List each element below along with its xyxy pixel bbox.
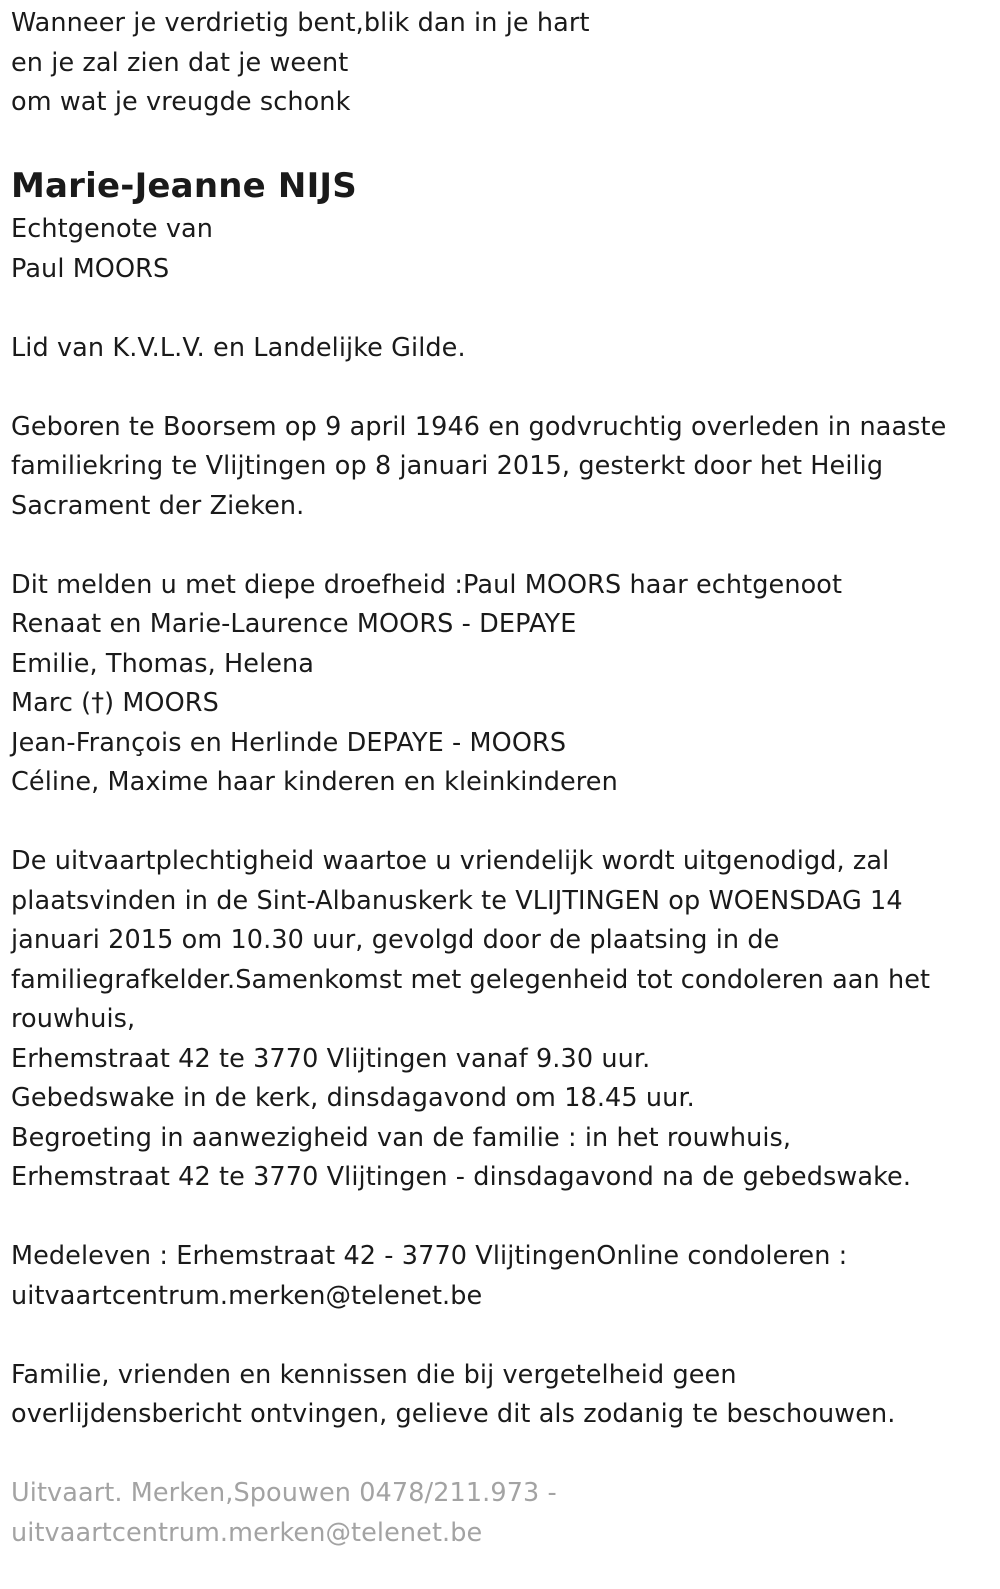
paragraph-line: Familie, vrienden en kennissen die bij vergetelheid geen: [11, 1359, 737, 1390]
paragraph-line: Geboren te Boorsem op 9 april 1946 en godvruchtig overleden in naaste: [11, 411, 947, 442]
poem: [11, 4, 986, 123]
paragraph-line: Gebedswake in de kerk, dinsdagavond om 18.45 uur.: [11, 1083, 695, 1113]
condolence-paragraph: [11, 1237, 986, 1316]
poem-line: en je zal zien dat je weent: [11, 47, 349, 78]
notice-paragraph: [11, 1356, 986, 1435]
paragraph-line: Sacrament der Zieken.: [11, 490, 305, 521]
birth-death-paragraph: [11, 408, 986, 527]
family-line: Jean-François en Herlinde DEPAYE - MOORS: [11, 727, 567, 758]
paragraph-line: overlijdensbericht ontvingen, gelieve dit als zodanig te beschouwen.: [11, 1399, 896, 1429]
paragraph-line: Erhemstraat 42 te 3770 Vlijtingen vanaf 9.30 uur.: [11, 1043, 651, 1074]
obituary-notice: [11, 4, 986, 1553]
family-list: [11, 566, 986, 803]
poem-line: om wat je vreugde schonk: [11, 87, 351, 117]
paragraph-line: rouwhuis,: [11, 1004, 136, 1034]
paragraph-line: Erhemstraat 42 te 3770 Vlijtingen - dinsdagavond na de gebedswake.: [11, 1162, 912, 1192]
family-line: Dit melden u met diepe droefheid :Paul MOORS haar echtgenoot: [11, 569, 843, 600]
spouse-intro: Echtgenote van: [11, 214, 214, 244]
paragraph-line: De uitvaartplechtigheid waartoe u vriendelijk wordt uitgenodigd, zal: [11, 846, 890, 876]
condolence-email: uitvaartcentrum.merken@telenet.be: [11, 1280, 483, 1311]
funeral-home-footer: [11, 1474, 986, 1553]
paragraph-line: Begroeting in aanwezigheid van de familie : in het rouwhuis,: [11, 1122, 792, 1153]
poem-line: Wanneer je verdrietig bent,blik dan in je hart: [11, 8, 590, 38]
deceased-name: Marie-Jeanne NIJS: [11, 166, 357, 206]
paragraph-line: Medeleven : Erhemstraat 42 - 3770 VlijtingenOnline condoleren :: [11, 1241, 848, 1271]
family-line: Céline, Maxime haar kinderen en kleinkinderen: [11, 767, 618, 797]
paragraph-line: familiegrafkelder.Samenkomst met gelegenheid tot condoleren aan het: [11, 964, 931, 995]
paragraph-line: januari 2015 om 10.30 uur, gevolgd door de plaatsing in de: [11, 925, 780, 955]
membership-text: Lid van K.V.L.V. en Landelijke Gilde.: [11, 332, 466, 363]
family-line: Renaat en Marie-Laurence MOORS - DEPAYE: [11, 609, 577, 639]
family-line: Marc (†) MOORS: [11, 688, 219, 718]
footer-line: Uitvaart. Merken,Spouwen 0478/211.973 -: [11, 1478, 557, 1508]
paragraph-line: familiekring te Vlijtingen op 8 januari 2015, gesterkt door het Heilig: [11, 451, 884, 481]
paragraph-line: plaatsvinden in de Sint-Albanuskerk te VLIJTINGEN op WOENSDAG 14: [11, 885, 903, 916]
ceremony-paragraph: [11, 842, 986, 1198]
family-line: Emilie, Thomas, Helena: [11, 648, 315, 679]
footer-email: uitvaartcentrum.merken@telenet.be: [11, 1517, 483, 1548]
spouse-name: Paul MOORS: [11, 253, 170, 284]
